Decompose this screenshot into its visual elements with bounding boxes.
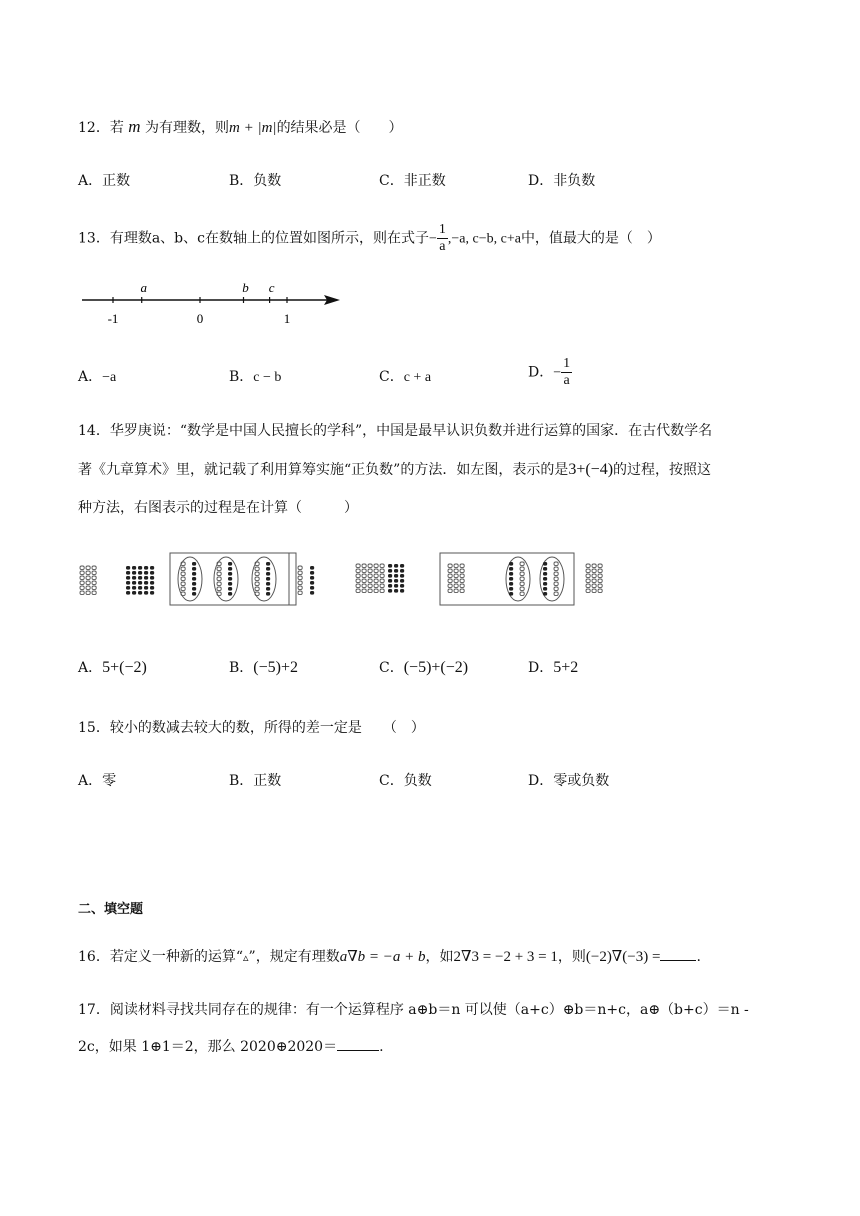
number-line-point-label: c bbox=[268, 280, 275, 295]
hollow-rod bbox=[592, 589, 596, 593]
q14-line-1: 14．华罗庚说：“数学是中国人民擅长的学科”，中国是最早认识负数并进行运算的国家．在古代数学名 bbox=[78, 423, 713, 439]
solid-rod bbox=[543, 567, 547, 571]
q17-line-1: 17．阅读材料寻找共同存在的规律：有一个运算程序 a⊕b＝n 可以使（a+c）⊕b＝n+c，a⊕（b+c）＝n - bbox=[78, 1002, 749, 1018]
hollow-rod bbox=[520, 592, 524, 596]
solid-rod bbox=[266, 577, 270, 581]
q12-option-c[interactable]: C．非正数 bbox=[379, 173, 446, 189]
solid-rod bbox=[132, 586, 136, 590]
solid-rod bbox=[266, 582, 270, 586]
hollow-rod bbox=[80, 581, 84, 585]
solid-rod bbox=[394, 569, 398, 573]
hollow-rod bbox=[92, 581, 96, 585]
hollow-rod bbox=[592, 584, 596, 588]
hollow-rod bbox=[92, 576, 96, 580]
q14-line-2: 著《九章算术》里，就记载了利用算筹实施“正负数”的方法．如左图，表示的是3+(−4)的过程，按照这 bbox=[78, 461, 712, 478]
solid-rod bbox=[266, 587, 270, 591]
hollow-rod bbox=[86, 586, 90, 590]
solid-rod bbox=[400, 574, 404, 578]
hollow-rod bbox=[217, 577, 221, 581]
number-line-point-label: a bbox=[140, 280, 147, 295]
hollow-rod bbox=[374, 579, 378, 583]
hollow-rod bbox=[520, 567, 524, 571]
solid-rod bbox=[509, 592, 513, 596]
q14-option-d[interactable]: D．5+2 bbox=[528, 659, 579, 676]
hollow-rod bbox=[362, 564, 366, 568]
hollow-rod bbox=[454, 574, 458, 578]
solid-rod bbox=[138, 566, 142, 570]
solid-rod bbox=[138, 581, 142, 585]
hollow-rod bbox=[217, 572, 221, 576]
q13-text-b: 中，值最大的是（ ） bbox=[520, 230, 661, 247]
solid-rod bbox=[138, 586, 142, 590]
solid-rod bbox=[400, 589, 404, 593]
solid-rod bbox=[509, 577, 513, 581]
solid-rod bbox=[400, 584, 404, 588]
hollow-rod bbox=[86, 581, 90, 585]
solid-rod bbox=[543, 592, 547, 596]
q14-line-3: 种方法，右图表示的过程是在计算（ ） bbox=[78, 500, 358, 516]
hollow-rod bbox=[80, 591, 84, 595]
q13-option-c[interactable]: C．c + a bbox=[379, 369, 432, 385]
solid-rod bbox=[192, 562, 196, 566]
question-13: 13．有理数a、b、c在数轴上的位置如图所示，则在式子− $\frac{1}{a}$ ,−a, c−b, c+a中，值最大的是（ ） bbox=[78, 222, 661, 254]
number-line-point-label: b bbox=[242, 280, 249, 295]
solid-rod bbox=[388, 574, 392, 578]
q16-example: 2∇3 = −2 + 3 = 1 bbox=[453, 949, 558, 965]
q12-text-c: 的结果必是（ ） bbox=[276, 120, 403, 136]
solid-rod bbox=[509, 587, 513, 591]
hollow-rod bbox=[592, 569, 596, 573]
hollow-rod bbox=[454, 579, 458, 583]
solid-rod bbox=[310, 571, 314, 575]
hollow-rod bbox=[86, 571, 90, 575]
solid-rod bbox=[394, 564, 398, 568]
solid-rod bbox=[144, 581, 148, 585]
hollow-rod bbox=[586, 589, 590, 593]
solid-rod bbox=[310, 591, 314, 595]
solid-rod bbox=[543, 572, 547, 576]
solid-rod bbox=[394, 584, 398, 588]
hollow-rod bbox=[598, 564, 602, 568]
hollow-rod bbox=[80, 576, 84, 580]
hollow-rod bbox=[80, 586, 84, 590]
hollow-rod bbox=[374, 564, 378, 568]
solid-rod bbox=[388, 579, 392, 583]
solid-rod bbox=[310, 566, 314, 570]
hollow-rod bbox=[255, 577, 259, 581]
solid-rod bbox=[126, 586, 130, 590]
solid-rod bbox=[543, 562, 547, 566]
number-line-tick-label: -1 bbox=[107, 311, 119, 326]
q12-number: 12． bbox=[78, 120, 110, 136]
hollow-rod bbox=[255, 582, 259, 586]
hollow-rod bbox=[181, 567, 185, 571]
q14-option-a[interactable]: A．5+(−2) bbox=[78, 659, 147, 676]
solid-rod bbox=[132, 576, 136, 580]
solid-rod bbox=[310, 586, 314, 590]
hollow-rod bbox=[362, 584, 366, 588]
solid-rod bbox=[132, 571, 136, 575]
hollow-rod bbox=[520, 572, 524, 576]
solid-rod bbox=[310, 581, 314, 585]
solid-rod bbox=[228, 577, 232, 581]
solid-rod bbox=[150, 566, 154, 570]
solid-rod bbox=[126, 566, 130, 570]
hollow-rod bbox=[80, 566, 84, 570]
hollow-rod bbox=[181, 587, 185, 591]
question-16: 16．若定义一种新的运算“▵”，规定有理数a∇b = −a + b，如2∇3 = −2 + 3 = 1，则(−2)∇(−3) = . bbox=[78, 946, 701, 968]
q13-text-a: 有理数a、b、c在数轴上的位置如图所示，则在式子 bbox=[109, 230, 429, 247]
hollow-rod bbox=[460, 569, 464, 573]
q13-number-line bbox=[78, 278, 348, 328]
q12-expression: m + |m| bbox=[229, 120, 277, 136]
solid-rod bbox=[138, 576, 142, 580]
solid-rod bbox=[138, 571, 142, 575]
q17-line-2: 2c，如果 1⊕1＝2，那么 2020⊕2020＝ . bbox=[78, 1036, 384, 1057]
hollow-rod bbox=[554, 577, 558, 581]
solid-rod bbox=[192, 577, 196, 581]
q15-option-d[interactable]: D．零或负数 bbox=[528, 773, 610, 789]
hollow-rod bbox=[368, 564, 372, 568]
hollow-rod bbox=[368, 574, 372, 578]
solid-rod bbox=[310, 576, 314, 580]
hollow-rod bbox=[298, 581, 302, 585]
hollow-rod bbox=[356, 574, 360, 578]
hollow-rod bbox=[380, 569, 384, 573]
solid-rod bbox=[394, 579, 398, 583]
q16-definition: a∇b = −a + b bbox=[339, 949, 426, 965]
solid-rod bbox=[394, 574, 398, 578]
q12-var-m: m bbox=[128, 117, 141, 136]
hollow-rod bbox=[380, 584, 384, 588]
hollow-rod bbox=[554, 572, 558, 576]
solid-rod bbox=[400, 564, 404, 568]
hollow-rod bbox=[362, 569, 366, 573]
hollow-rod bbox=[520, 587, 524, 591]
hollow-rod bbox=[380, 579, 384, 583]
solid-rod bbox=[192, 572, 196, 576]
solid-rod bbox=[388, 584, 392, 588]
solid-rod bbox=[228, 572, 232, 576]
hollow-rod bbox=[586, 569, 590, 573]
solid-rod bbox=[144, 576, 148, 580]
hollow-rod bbox=[520, 577, 524, 581]
hollow-rod bbox=[460, 584, 464, 588]
hollow-rod bbox=[448, 574, 452, 578]
q17-answer-blank[interactable] bbox=[337, 1036, 379, 1051]
pair-ellipse bbox=[178, 557, 202, 601]
solid-rod bbox=[400, 569, 404, 573]
hollow-rod bbox=[460, 579, 464, 583]
solid-rod bbox=[388, 589, 392, 593]
solid-rod bbox=[126, 571, 130, 575]
hollow-rod bbox=[586, 564, 590, 568]
hollow-rod bbox=[356, 569, 360, 573]
solid-rod bbox=[228, 592, 232, 596]
solid-rod bbox=[150, 571, 154, 575]
hollow-rod bbox=[448, 569, 452, 573]
number-line-tick-label: 1 bbox=[283, 311, 291, 326]
hollow-rod bbox=[92, 571, 96, 575]
hollow-rod bbox=[217, 587, 221, 591]
hollow-rod bbox=[356, 589, 360, 593]
hollow-rod bbox=[255, 567, 259, 571]
q12-option-d[interactable]: D．非负数 bbox=[528, 173, 596, 189]
hollow-rod bbox=[356, 584, 360, 588]
solid-rod bbox=[509, 567, 513, 571]
counting-rods-left-figure bbox=[78, 552, 328, 606]
solid-rod bbox=[543, 582, 547, 586]
solid-rod bbox=[543, 587, 547, 591]
section-fill-in-title: 二、填空题 bbox=[78, 902, 144, 917]
hollow-rod bbox=[181, 572, 185, 576]
hollow-rod bbox=[86, 576, 90, 580]
hollow-rod bbox=[298, 576, 302, 580]
hollow-rod bbox=[380, 564, 384, 568]
hollow-rod bbox=[586, 584, 590, 588]
pair-ellipse bbox=[252, 557, 276, 601]
solid-rod bbox=[144, 586, 148, 590]
hollow-rod bbox=[598, 579, 602, 583]
q13-expression-rest: ,−a, c−b, c+a bbox=[447, 231, 521, 247]
solid-rod bbox=[144, 571, 148, 575]
solid-rod bbox=[150, 586, 154, 590]
hollow-rod bbox=[554, 592, 558, 596]
hollow-rod bbox=[368, 584, 372, 588]
solid-rod bbox=[132, 591, 136, 595]
solid-rod bbox=[228, 562, 232, 566]
hollow-rod bbox=[298, 571, 302, 575]
hollow-rod bbox=[592, 564, 596, 568]
hollow-rod bbox=[86, 566, 90, 570]
hollow-rod bbox=[380, 589, 384, 593]
solid-rod bbox=[228, 567, 232, 571]
solid-rod bbox=[509, 572, 513, 576]
solid-rod bbox=[266, 592, 270, 596]
q15-option-a[interactable]: A．零 bbox=[78, 773, 117, 789]
hollow-rod bbox=[454, 584, 458, 588]
hollow-rod bbox=[520, 562, 524, 566]
hollow-rod bbox=[255, 572, 259, 576]
solid-rod bbox=[150, 576, 154, 580]
q14-expression: 3+(−4) bbox=[568, 461, 614, 478]
hollow-rod bbox=[598, 584, 602, 588]
hollow-rod bbox=[298, 566, 302, 570]
solid-rod bbox=[228, 582, 232, 586]
solid-rod bbox=[192, 587, 196, 591]
hollow-rod bbox=[586, 579, 590, 583]
question-12 bbox=[78, 117, 403, 138]
solid-rod bbox=[150, 581, 154, 585]
hollow-rod bbox=[368, 589, 372, 593]
solid-rod bbox=[543, 577, 547, 581]
q13-option-b[interactable]: B．c − b bbox=[229, 369, 282, 385]
number-line-tick-label: 0 bbox=[196, 311, 204, 326]
hollow-rod bbox=[181, 582, 185, 586]
solid-rod bbox=[132, 566, 136, 570]
hollow-rod bbox=[598, 574, 602, 578]
solid-rod bbox=[388, 569, 392, 573]
hollow-rod bbox=[92, 586, 96, 590]
hollow-rod bbox=[586, 574, 590, 578]
solid-rod bbox=[192, 582, 196, 586]
q12-text-b: 为有理数，则 bbox=[145, 120, 230, 136]
solid-rod bbox=[266, 562, 270, 566]
q13-number: 13． bbox=[78, 230, 110, 247]
q14-option-c[interactable]: C．(−5)+(−2) bbox=[379, 659, 469, 676]
hollow-rod bbox=[298, 586, 302, 590]
hollow-rod bbox=[374, 574, 378, 578]
solid-rod bbox=[144, 591, 148, 595]
hollow-rod bbox=[448, 579, 452, 583]
solid-rod bbox=[400, 579, 404, 583]
q15-option-c[interactable]: C．负数 bbox=[379, 773, 432, 789]
q13-fraction: $\frac{1}{a}$ bbox=[438, 222, 446, 254]
solid-rod bbox=[228, 587, 232, 591]
hollow-rod bbox=[80, 571, 84, 575]
hollow-rod bbox=[554, 567, 558, 571]
q13-option-d[interactable]: D．− $\frac{1}{a}$ bbox=[528, 356, 571, 388]
hollow-rod bbox=[368, 569, 372, 573]
hollow-rod bbox=[448, 589, 452, 593]
hollow-rod bbox=[255, 587, 259, 591]
q15-option-b[interactable]: B．正数 bbox=[229, 773, 282, 789]
question-15: 15．较小的数减去较大的数，所得的差一定是 （ ） bbox=[78, 720, 425, 736]
hollow-rod bbox=[592, 579, 596, 583]
hollow-rod bbox=[592, 574, 596, 578]
solid-rod bbox=[138, 591, 142, 595]
hollow-rod bbox=[380, 574, 384, 578]
hollow-rod bbox=[92, 566, 96, 570]
solid-rod bbox=[126, 576, 130, 580]
hollow-rod bbox=[86, 591, 90, 595]
triangle-symbol: ▵ bbox=[243, 951, 249, 964]
counting-rods-right-figure bbox=[352, 552, 612, 606]
hollow-rod bbox=[362, 579, 366, 583]
hollow-rod bbox=[520, 582, 524, 586]
pair-ellipse bbox=[214, 557, 238, 601]
hollow-rod bbox=[460, 564, 464, 568]
solid-rod bbox=[509, 562, 513, 566]
hollow-rod bbox=[454, 564, 458, 568]
solid-rod bbox=[266, 567, 270, 571]
hollow-rod bbox=[217, 567, 221, 571]
hollow-rod bbox=[374, 584, 378, 588]
hollow-rod bbox=[454, 589, 458, 593]
q16-ask: (−2)∇(−3) = bbox=[585, 949, 661, 965]
hollow-rod bbox=[92, 591, 96, 595]
solid-rod bbox=[132, 581, 136, 585]
hollow-rod bbox=[298, 591, 302, 595]
solid-rod bbox=[126, 591, 130, 595]
q16-answer-blank[interactable] bbox=[660, 946, 696, 961]
solid-rod bbox=[144, 566, 148, 570]
hollow-rod bbox=[448, 564, 452, 568]
q12-text-a: 若 bbox=[109, 120, 124, 136]
solid-rod bbox=[388, 564, 392, 568]
hollow-rod bbox=[362, 574, 366, 578]
solid-rod bbox=[394, 589, 398, 593]
hollow-rod bbox=[217, 582, 221, 586]
hollow-rod bbox=[598, 589, 602, 593]
hollow-rod bbox=[554, 582, 558, 586]
hollow-rod bbox=[374, 569, 378, 573]
hollow-rod bbox=[554, 587, 558, 591]
hollow-rod bbox=[454, 569, 458, 573]
hollow-rod bbox=[362, 589, 366, 593]
hollow-rod bbox=[598, 569, 602, 573]
q12-option-b[interactable]: B．负数 bbox=[229, 173, 282, 189]
q13-option-a[interactable]: A．−a bbox=[78, 369, 117, 385]
hollow-rod bbox=[460, 574, 464, 578]
solid-rod bbox=[192, 592, 196, 596]
solid-rod bbox=[266, 572, 270, 576]
solid-rod bbox=[192, 567, 196, 571]
hollow-rod bbox=[460, 589, 464, 593]
solid-rod bbox=[126, 581, 130, 585]
hollow-rod bbox=[374, 589, 378, 593]
hollow-rod bbox=[368, 579, 372, 583]
hollow-rod bbox=[448, 584, 452, 588]
hollow-rod bbox=[181, 577, 185, 581]
q12-option-a[interactable]: A．正数 bbox=[78, 173, 131, 189]
hollow-rod bbox=[356, 579, 360, 583]
q14-option-b[interactable]: B．(−5)+2 bbox=[229, 659, 298, 676]
solid-rod bbox=[150, 591, 154, 595]
hollow-rod bbox=[356, 564, 360, 568]
hollow-rod bbox=[554, 562, 558, 566]
solid-rod bbox=[509, 582, 513, 586]
